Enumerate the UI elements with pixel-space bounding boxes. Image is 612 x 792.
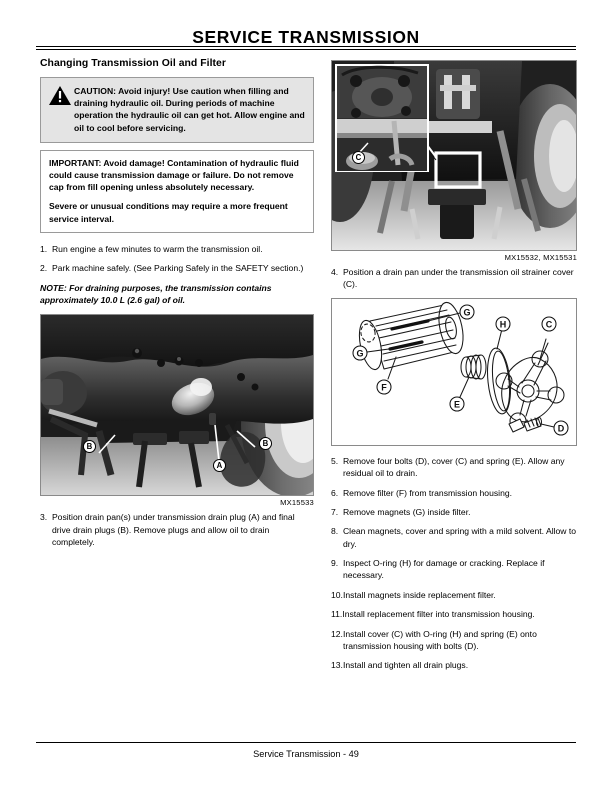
footer-text: Service Transmission - 49 xyxy=(253,749,359,759)
step-4 xyxy=(331,266,577,291)
important-box xyxy=(40,150,314,233)
header-rule xyxy=(36,46,576,50)
figure-mx15533 xyxy=(40,314,314,507)
step-9 xyxy=(331,557,577,582)
exploded-callout-c: C xyxy=(545,319,553,330)
step-13-text: Install and tighten all drain plugs. xyxy=(342,660,469,671)
exploded-callout-f: F xyxy=(381,382,387,393)
step-11-number: 11. xyxy=(331,609,343,620)
page-title: SERVICE TRANSMISSION xyxy=(192,27,420,47)
filter-assembly-line-drawing xyxy=(332,299,576,445)
step-4-text: Position a drain pan under the transmission oil strainer cover (C). xyxy=(342,267,574,290)
step-5-number: 5. xyxy=(331,455,339,466)
step-10 xyxy=(331,589,577,601)
left-column xyxy=(40,58,314,555)
step-10-number: 10. xyxy=(331,589,343,600)
step-7-number: 7. xyxy=(331,506,339,517)
step-8 xyxy=(331,525,577,550)
exploded-callout-d: D xyxy=(557,423,565,434)
important-paragraph-1: IMPORTANT: Avoid damage! Contamination of hydraulic fluid could cause transmission damage or failure. Do not remove cap from fill opening unless absolutely necessary. xyxy=(49,157,299,193)
figure-mx15532-caption: MX15532, MX15531 xyxy=(504,253,577,262)
step-11 xyxy=(331,608,577,620)
exploded-callout-h: H xyxy=(499,319,507,330)
figure-mx15533-caption: MX15533 xyxy=(280,498,314,508)
step-5-text: Remove four bolts (D), cover (C) and spring (E). Allow any residual oil to drain. xyxy=(342,455,565,479)
step-1 xyxy=(40,243,314,255)
footer-rule xyxy=(36,742,576,743)
step-1-number: 1. xyxy=(40,243,48,254)
figure-mx15533-frame xyxy=(40,314,314,496)
step-2-text: Park machine safely. (See Parking Safely in the SAFETY section.) xyxy=(51,263,304,274)
step-2-number: 2. xyxy=(40,263,48,274)
callout-b-right: B xyxy=(259,437,272,450)
step-2 xyxy=(40,262,314,274)
step-3 xyxy=(40,511,314,548)
figure-exploded-filter xyxy=(331,298,577,446)
figure-exploded-frame xyxy=(331,298,577,446)
caution-box xyxy=(40,77,314,143)
figure-mx15532 xyxy=(331,60,577,262)
important-paragraph-2: Severe or unusual conditions may require a more frequent service interval. xyxy=(49,201,288,224)
tractor-rear-photo xyxy=(332,61,576,250)
step-12-text: Install cover (C) with O-ring (H) and spring (E) onto transmission housing with bolts (D). xyxy=(342,628,537,651)
step-11-text: Install replacement filter into transmission housing. xyxy=(342,609,535,620)
exploded-callout-g-upper: G xyxy=(463,307,471,318)
transmission-underside-photo xyxy=(41,315,313,495)
warning-triangle-icon xyxy=(48,85,72,111)
step-9-text: Inspect O-ring (H) for damage or cracking. Replace if necessary. xyxy=(342,558,545,581)
draining-note: NOTE: For draining purposes, the transmission contains approximately 10.0 L (2.6 gal) of oil. xyxy=(40,282,272,305)
step-4-number: 4. xyxy=(331,267,339,277)
caution-text: CAUTION: Avoid injury! Use caution when filling and draining hydraulic oil. During periods of machine operation the hydraulic oil can get hot. Allow engine and oil to cool before servicing. xyxy=(74,86,305,133)
figure-mx15532-frame xyxy=(331,60,577,251)
step-13-number: 13. xyxy=(331,660,343,671)
exploded-callout-e: E xyxy=(453,399,461,410)
step-5 xyxy=(331,455,577,480)
exploded-callout-g-lower: G xyxy=(356,348,364,359)
step-7 xyxy=(331,506,577,518)
step-12-number: 12. xyxy=(331,628,343,639)
step-9-number: 9. xyxy=(331,558,339,568)
step-6-number: 6. xyxy=(331,487,339,498)
callout-c-strainer-cover: C xyxy=(352,151,365,164)
step-6-text: Remove filter (F) from transmission housing. xyxy=(342,487,513,498)
callout-a: A xyxy=(213,459,226,472)
step-8-text: Clean magnets, cover and spring with a mild solvent. Allow to dry. xyxy=(342,526,577,549)
step-13 xyxy=(331,659,577,671)
step-10-text: Install magnets inside replacement filter. xyxy=(342,589,496,600)
section-heading: Changing Transmission Oil and Filter xyxy=(40,58,226,69)
callout-b-left: B xyxy=(83,440,96,453)
right-column xyxy=(331,58,577,679)
step-3-text: Position drain pan(s) under transmission drain plug (A) and final drive drain plugs (B). Remove plugs and allow oil to drain completely. xyxy=(51,512,295,548)
step-12 xyxy=(331,628,577,653)
step-1-text: Run engine a few minutes to warm the transmission oil. xyxy=(51,243,263,254)
step-6 xyxy=(331,487,577,499)
step-7-text: Remove magnets (G) inside filter. xyxy=(342,506,471,517)
step-3-number: 3. xyxy=(40,512,48,523)
step-8-number: 8. xyxy=(331,526,339,537)
